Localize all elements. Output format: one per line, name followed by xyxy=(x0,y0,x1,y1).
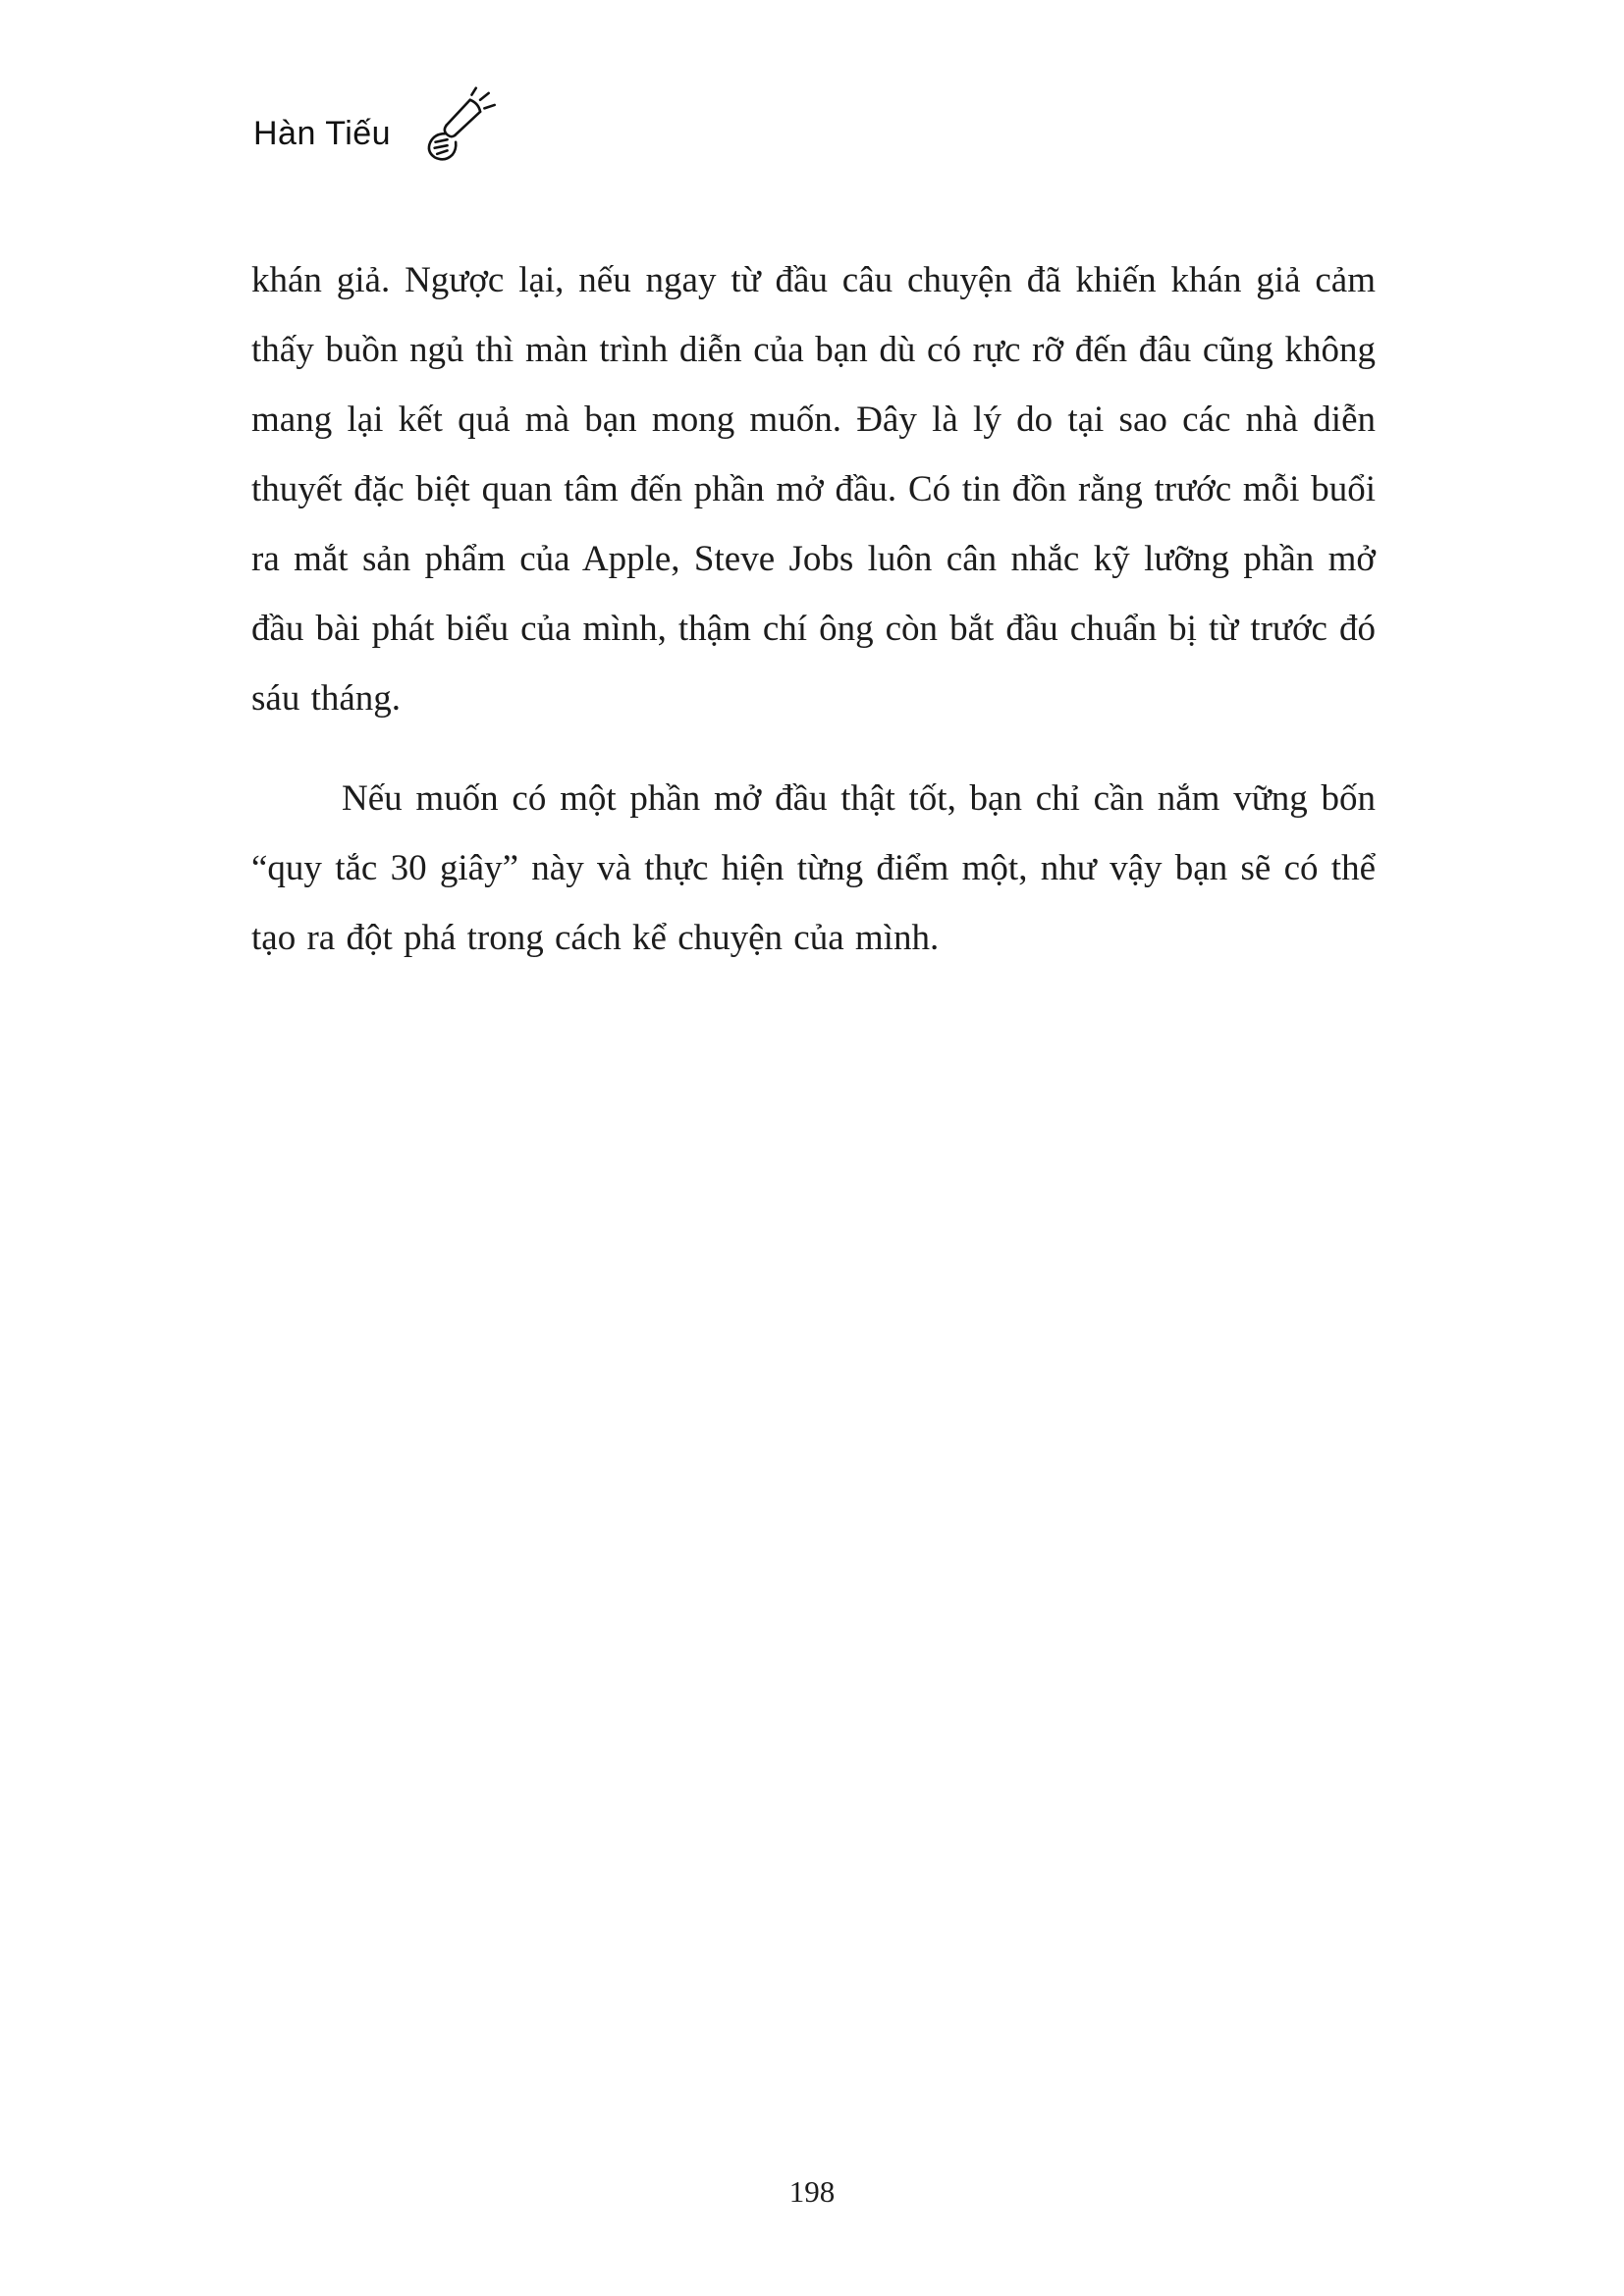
page-header xyxy=(253,96,499,171)
megaphone-icon xyxy=(414,86,499,171)
paragraph: Nếu muốn có một phần mở đầu thật tốt, bạn chỉ cần nắm vững bốn “quy tắc 30 giây” này và thực hiện từng điểm một, như vậy bạn sẽ có thể tạo ra đột phá trong cách kể chuyện của mình. xyxy=(251,778,1376,958)
author-name: Hàn Tiếu xyxy=(253,114,392,152)
page-footer xyxy=(0,2174,1624,2210)
paragraph: khán giả. Ngược lại, nếu ngay từ đầu câu chuyện đã khiến khán giả cảm thấy buồn ngủ thì màn trình diễn của bạn dù có rực rỡ đến đâu cũng không mang lại kết quả mà bạn mong muốn. Đây là lý do tại sao các nhà diễn thuyết đặc biệt quan tâm đến phần mở đầu. Có tin đồn rằng trước mỗi buổi ra mắt sản phẩm của Apple, Steve Jobs luôn cân nhắc kỹ lưỡng phần mở đầu bài phát biểu của mình, thậm chí ông còn bắt đầu chuẩn bị từ trước đó sáu tháng. xyxy=(251,260,1376,719)
page-number: 198 xyxy=(788,2174,836,2209)
body-text xyxy=(251,245,1376,973)
